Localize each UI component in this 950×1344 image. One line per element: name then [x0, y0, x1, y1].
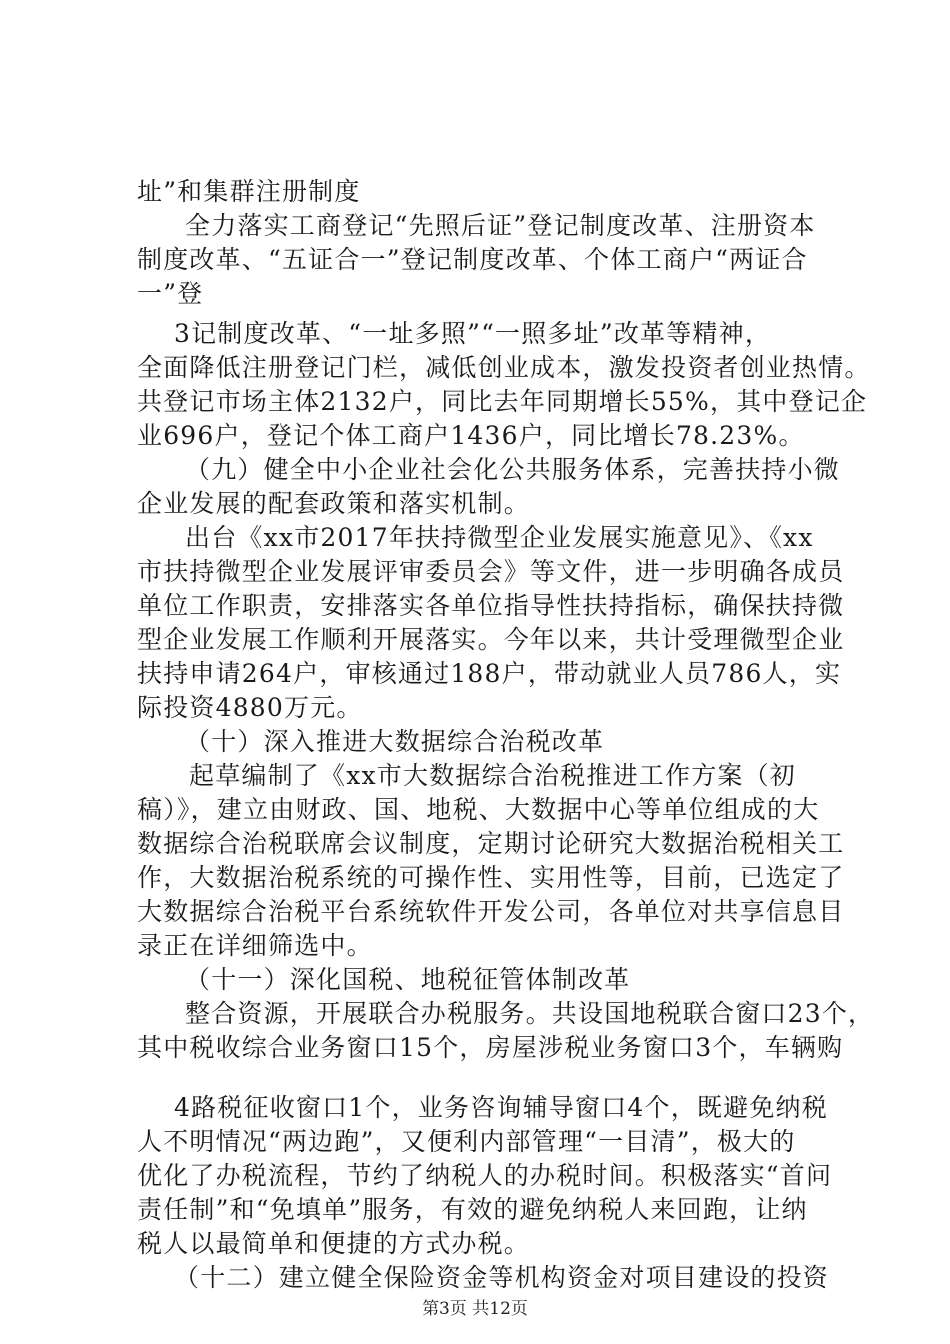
text-line: 业696户，登记个体工商户1436户，同比增长78.23%。: [137, 421, 805, 450]
text-line: 责任制”和“免填单”服务，有效的避免纳税人来回跑，让纳: [137, 1195, 808, 1224]
text-line: 3记制度改革、“一址多照”“一照多址”改革等精神，: [174, 319, 772, 348]
text-line: 址”和集群注册制度: [137, 177, 361, 206]
text-line: 扶持申请264户，审核通过188户，带动就业人员786人，实: [137, 659, 842, 688]
text-line: 整合资源，开展联合办税服务。共设国地税联合窗口23个，: [185, 999, 875, 1028]
text-line: 全力落实工商登记“先照后证”登记制度改革、注册资本: [185, 211, 816, 240]
text-line: 一”登: [137, 279, 204, 308]
text-line: 市扶持微型企业发展评审委员会》等文件，进一步明确各成员: [137, 557, 845, 586]
text-line: 出台《xx市2017年扶持微型企业发展实施意见》、《xx: [185, 523, 814, 552]
text-line: 制度改革、“五证合一”登记制度改革、个体工商户“两证合: [137, 245, 808, 274]
text-line: 共登记市场主体2132户，同比去年同期增长55%，其中登记企: [137, 387, 868, 416]
text-line: 起草编制了《xx市大数据综合治税推进工作方案（初: [189, 761, 797, 790]
text-line: 稿）》，建立由财政、国、地税、大数据中心等单位组成的大: [137, 795, 820, 824]
text-line: 全面降低注册登记门栏，减低创业成本，激发投资者创业热情。: [137, 353, 871, 382]
section-heading: （十二）建立健全保险资金等机构资金对项目建设的投资: [174, 1263, 830, 1292]
text-line: 税人以最简单和便捷的方式办税。: [137, 1229, 531, 1258]
section-heading: （九）健全中小企业社会化公共服务体系，完善扶持小微: [185, 455, 841, 484]
section-heading: （十）深入推进大数据综合治税改革: [185, 727, 605, 756]
text-line: 优化了办税流程，节约了纳税人的办税时间。积极落实“首问: [137, 1161, 833, 1190]
text-line: 作，大数据治税系统的可操作性、实用性等，目前，已选定了: [137, 863, 845, 892]
section-heading: （十一）深化国税、地税征管体制改革: [185, 965, 631, 994]
text-line: 其中税收综合业务窗口15个，房屋涉税业务窗口3个，车辆购: [137, 1033, 844, 1062]
text-line: 型企业发展工作顺利开展落实。今年以来，共计受理微型企业: [137, 625, 845, 654]
text-line: 大数据综合治税平台系统软件开发公司，各单位对共享信息目: [137, 897, 845, 926]
page-number-footer: 第3页 共12页: [422, 1299, 528, 1319]
text-line: 人不明情况“两边跑”，又便利内部管理“一目清”，极大的: [137, 1127, 796, 1156]
text-line: 录正在详细筛选中。: [137, 931, 373, 960]
text-line: 数据综合治税联席会议制度，定期讨论研究大数据治税相关工: [137, 829, 845, 858]
text-line: 际投资4880万元。: [137, 693, 363, 722]
text-line: 4路税征收窗口1个，业务咨询辅导窗口4个，既避免纳税: [174, 1093, 828, 1122]
text-line: 单位工作职责，安排落实各单位指导性扶持指标，确保扶持微: [137, 591, 845, 620]
text-line: 企业发展的配套政策和落实机制。: [137, 489, 531, 518]
